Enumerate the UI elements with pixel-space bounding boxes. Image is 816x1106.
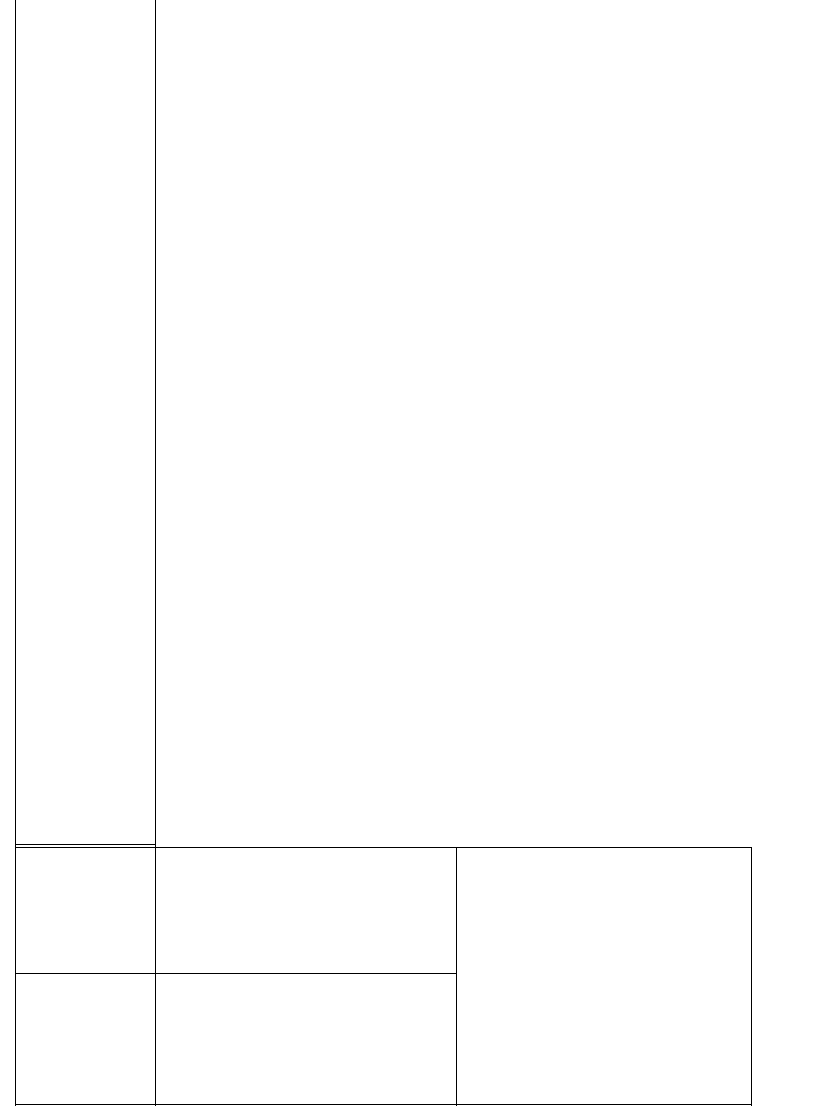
row-divider-top: [15, 844, 156, 845]
row-divider-pk11: [15, 847, 752, 848]
column-divider-2: [456, 847, 457, 1106]
column-divider-1: [155, 0, 156, 1106]
row-divider-pk13: [15, 973, 457, 974]
table-border-right: [751, 847, 752, 1106]
table-border-bottom: [15, 1104, 752, 1105]
table-border-left: [15, 0, 16, 1106]
